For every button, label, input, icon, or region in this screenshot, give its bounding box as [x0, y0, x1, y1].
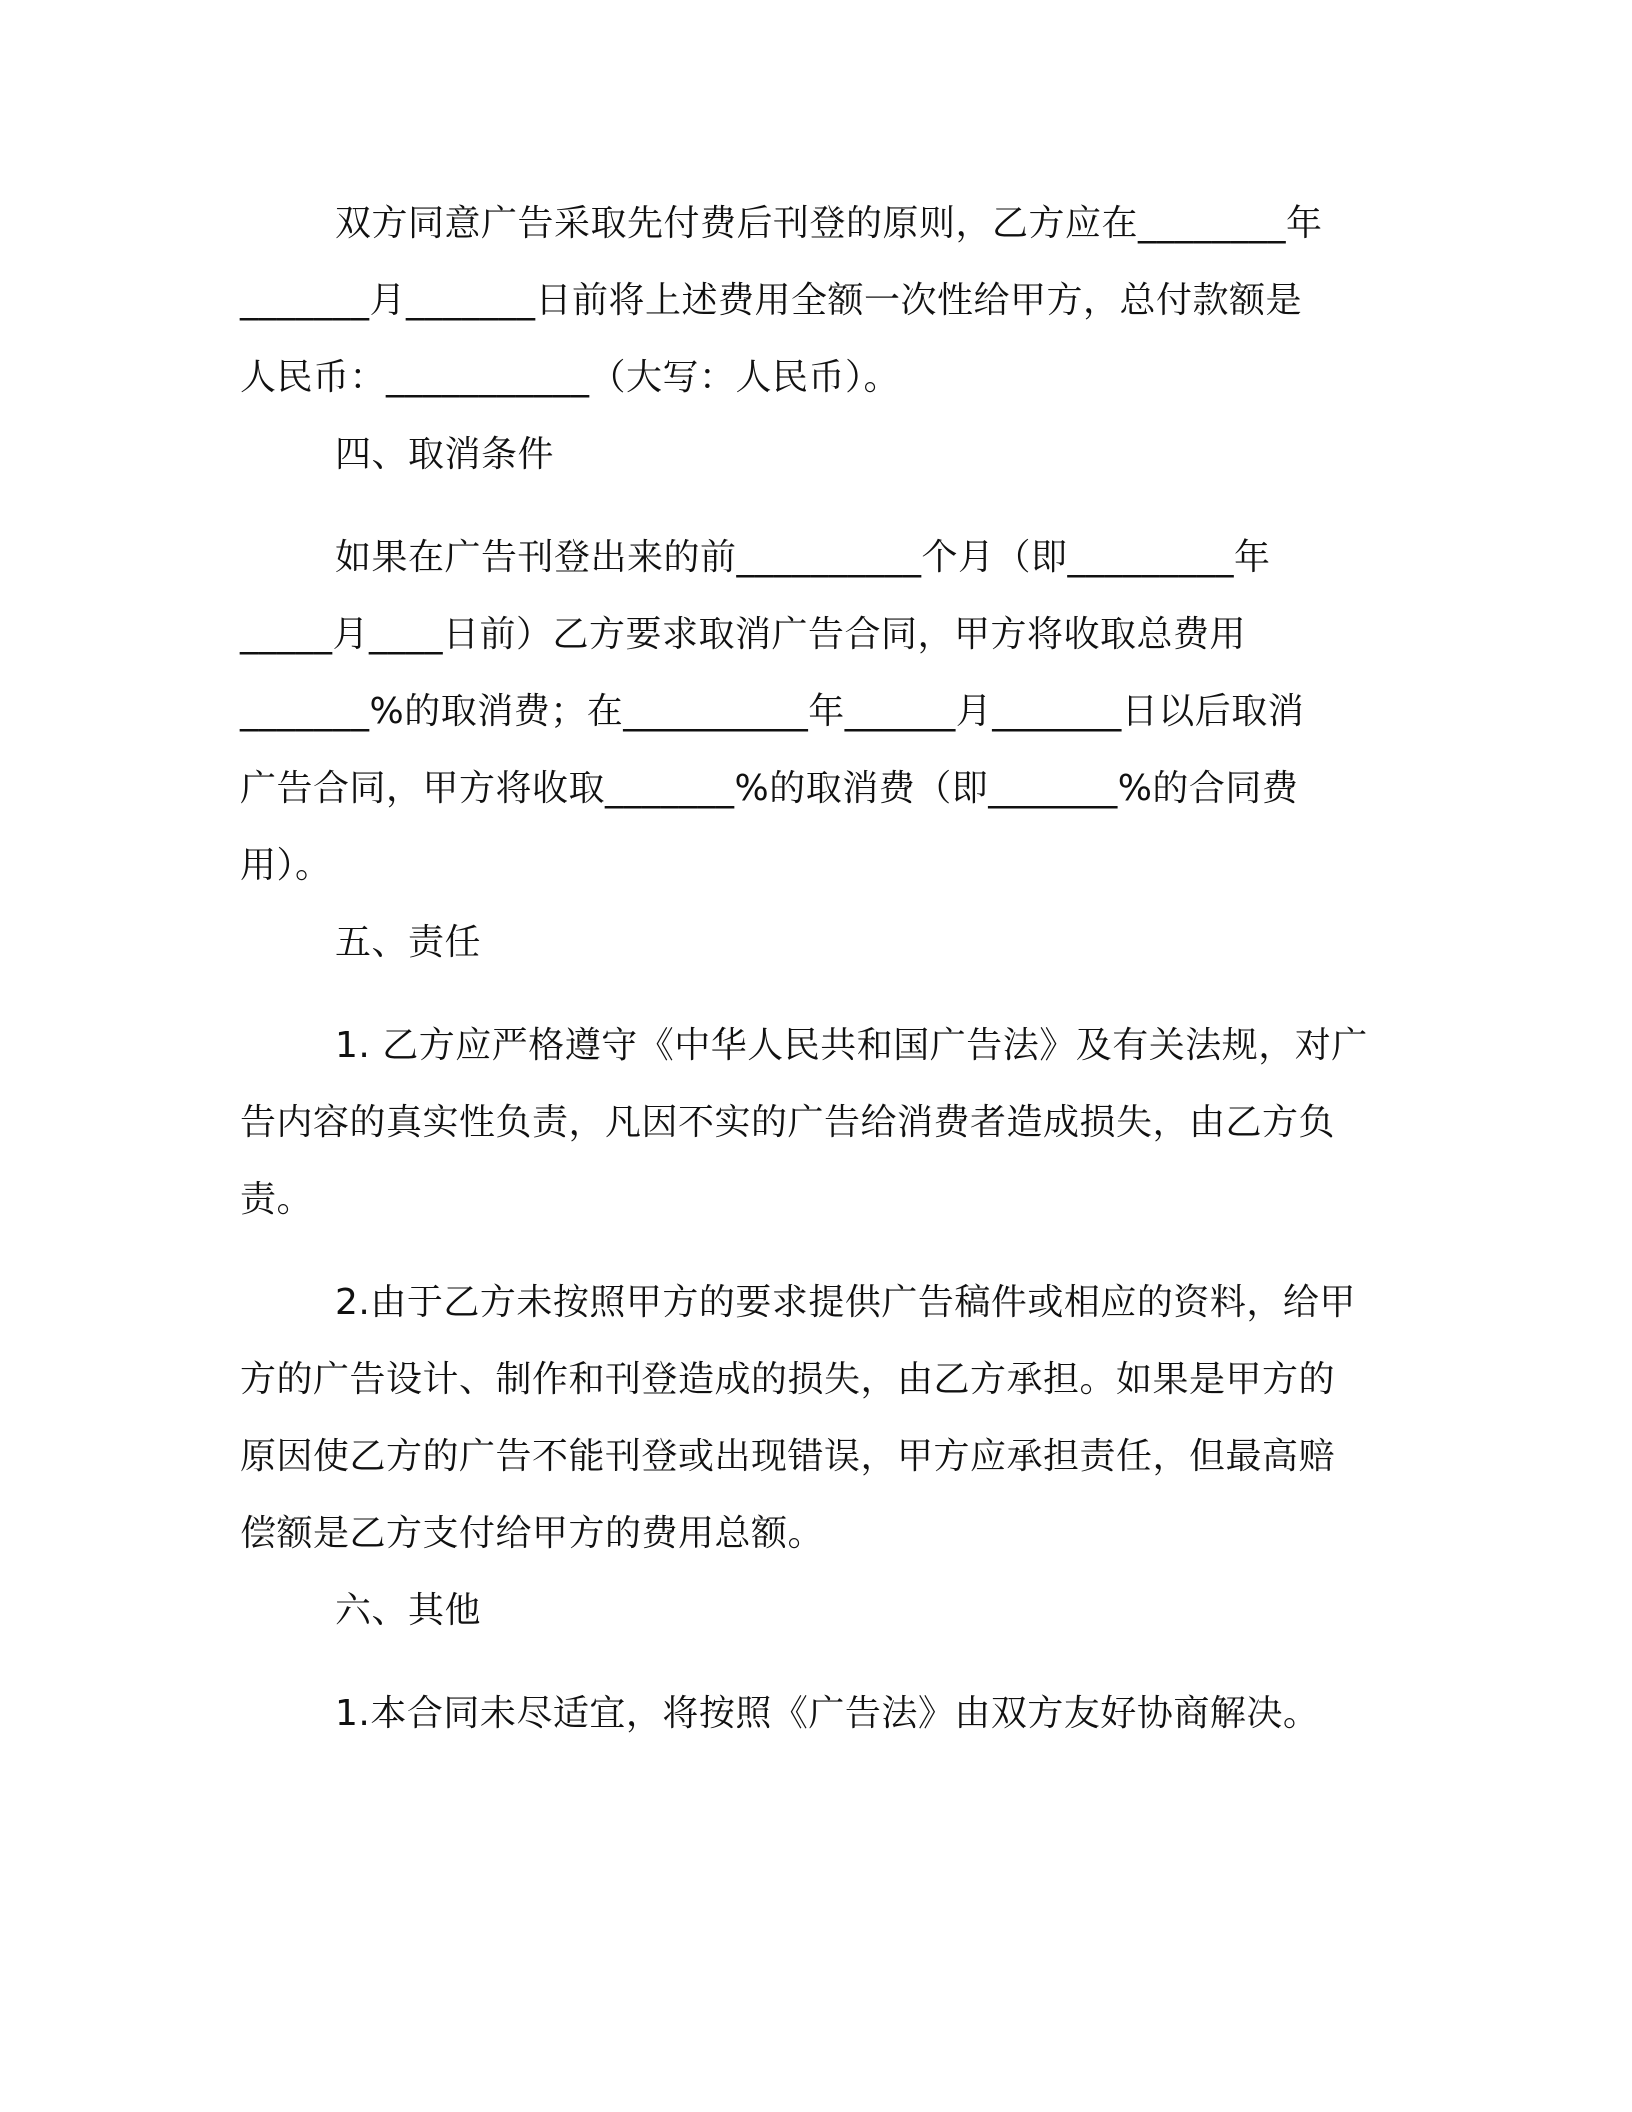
responsibility-item-1 — [240, 1007, 1405, 1238]
section-5-heading: 五、责任 — [335, 922, 482, 963]
document-body — [240, 185, 1405, 1752]
cancellation-line-1: 如果在广告刊登出来的前__________个月（即_________年 — [335, 537, 1271, 578]
other-item-1 — [240, 1675, 1405, 1752]
payment-terms-line-3: 人民币：___________（大写：人民币）。 — [240, 357, 901, 398]
other-item-1-line-1: 1.本合同未尽适宜，将按照《广告法》由双方友好协商解决。 — [335, 1693, 1320, 1734]
cancellation-line-2: _____月____日前）乙方要求取消广告合同，甲方将收取总费用 — [240, 614, 1247, 655]
responsibility-item-2-line-1: 2.由于乙方未按照甲方的要求提供广告稿件或相应的资料，给甲 — [335, 1282, 1356, 1323]
responsibility-item-2 — [240, 1264, 1405, 1572]
section-4-heading: 四、取消条件 — [335, 434, 555, 475]
section-6-heading: 六、其他 — [335, 1590, 482, 1631]
cancellation-line-5: 用）。 — [240, 845, 332, 886]
responsibility-item-1-line-2: 告内容的真实性负责，凡因不实的广告给消费者造成损失，由乙方负 — [240, 1102, 1336, 1143]
responsibility-item-1-line-3: 责。 — [240, 1179, 314, 1220]
cancellation-paragraph — [240, 519, 1405, 904]
responsibility-item-1-line-1: 1. 乙方应严格遵守《中华人民共和国广告法》及有关法规，对广 — [335, 1025, 1368, 1066]
payment-terms-line-1: 双方同意广告采取先付费后刊登的原则，乙方应在________年 — [335, 203, 1323, 244]
payment-terms-line-2: _______月_______日前将上述费用全额一次性给甲方，总付款额是 — [240, 280, 1303, 321]
responsibility-item-2-line-2: 方的广告设计、制作和刊登造成的损失，由乙方承担。如果是甲方的 — [240, 1359, 1336, 1400]
responsibility-item-2-line-3: 原因使乙方的广告不能刊登或出现错误，甲方应承担责任，但最高赔 — [240, 1436, 1336, 1477]
payment-terms-paragraph — [240, 185, 1405, 416]
responsibility-item-2-line-4: 偿额是乙方支付给甲方的费用总额。 — [240, 1513, 825, 1554]
cancellation-line-3: _______%的取消费；在__________年______月_______日以后取消 — [240, 691, 1305, 732]
cancellation-line-4: 广告合同，甲方将收取_______%的取消费（即_______%的合同费 — [240, 768, 1299, 809]
